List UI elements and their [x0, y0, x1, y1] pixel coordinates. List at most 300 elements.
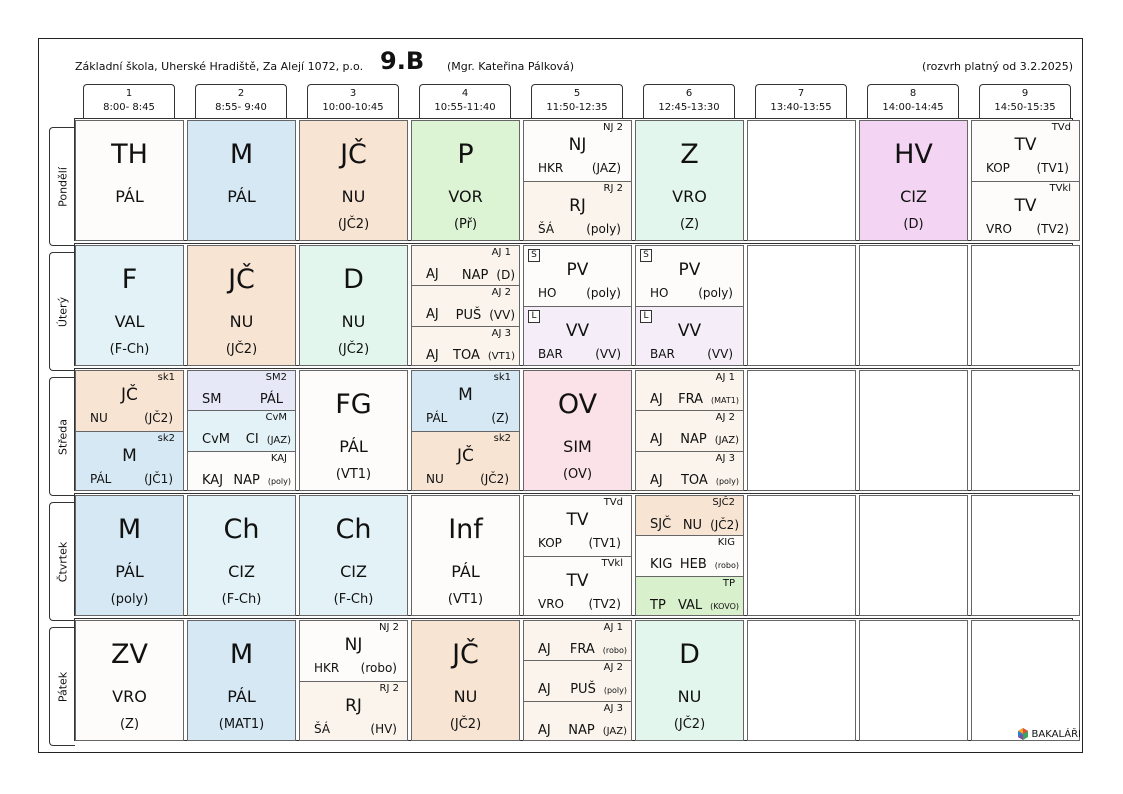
group-teacher: VRO: [538, 596, 564, 611]
group-line: [636, 598, 739, 615]
period-header: [867, 84, 959, 118]
lesson-cell[interactable]: [299, 370, 408, 491]
lesson-group[interactable]: [972, 182, 1079, 242]
lesson-group[interactable]: [636, 577, 743, 616]
day-label: [49, 377, 75, 496]
lesson-teacher: NU: [677, 687, 702, 706]
lesson-cell[interactable]: [187, 120, 296, 241]
lesson-group[interactable]: [300, 621, 407, 682]
lesson-group[interactable]: [524, 661, 631, 701]
group-teacher: HO: [538, 286, 557, 300]
lesson-cell[interactable]: [859, 120, 968, 241]
group-name: RJ 2: [603, 182, 623, 194]
empty-slot: [747, 620, 856, 741]
lesson-group[interactable]: [188, 452, 295, 491]
period-time: 13:40-13:55: [770, 102, 832, 113]
group-room: (VV): [595, 346, 621, 361]
group-room: (TV2): [588, 596, 621, 611]
group-subject: PV: [566, 260, 589, 280]
group-room: (JČ1): [144, 471, 173, 486]
period-header: [643, 84, 735, 118]
group-subject: NJ: [344, 635, 363, 655]
group-teacher: VRO: [986, 221, 1012, 236]
group-room: (JAZ): [266, 435, 291, 447]
lesson-group[interactable]: [524, 121, 631, 182]
group-teacher: NAP: [680, 432, 707, 448]
lesson-cell[interactable]: [411, 245, 520, 366]
empty-slot: [747, 245, 856, 366]
lesson-group[interactable]: [636, 452, 743, 491]
period-number: 3: [349, 88, 357, 99]
period-number: 5: [573, 88, 581, 99]
group-teacher: VAL: [677, 597, 703, 613]
lesson-cell[interactable]: [971, 120, 1080, 241]
group-line: [636, 432, 739, 449]
lesson-subject: HV: [894, 139, 933, 170]
group-line: [524, 642, 627, 659]
lesson-cell[interactable]: [523, 620, 632, 741]
lesson-group[interactable]: [524, 307, 631, 367]
lesson-cell[interactable]: [635, 370, 744, 491]
group-subject: AJ: [426, 307, 439, 323]
lesson-cell[interactable]: [411, 495, 520, 616]
logo-text: BAKALÁŘI: [1031, 729, 1081, 740]
day-name: Úterý: [56, 296, 69, 327]
lesson-subject: Ch: [223, 514, 260, 545]
group-teacher: HKR: [314, 661, 340, 675]
empty-slot: [859, 370, 968, 491]
group-tag: S: [528, 249, 540, 262]
lesson-group[interactable]: [524, 557, 631, 617]
lesson-group[interactable]: [636, 371, 743, 411]
lesson-room: (F-Ch): [221, 592, 262, 607]
group-teacher: HKR: [538, 161, 564, 175]
group-subject: M: [458, 385, 473, 405]
group-room: (poly): [715, 476, 739, 486]
group-subject: PV: [678, 260, 701, 280]
lesson-cell[interactable]: [299, 120, 408, 241]
lesson-subject: FG: [335, 389, 372, 420]
group-room: (VV): [707, 346, 733, 361]
group-subject: AJ: [538, 642, 551, 657]
period-number: 9: [1021, 88, 1029, 99]
period-time: 8:00- 8:45: [103, 102, 155, 113]
bakalari-logo: [1017, 728, 1081, 740]
lesson-teacher: VAL: [114, 312, 145, 331]
group-subject: SJČ: [650, 517, 672, 532]
group-teacher: NAP: [233, 472, 260, 488]
lesson-room: (F-Ch): [109, 342, 150, 357]
group-room: (robo): [714, 561, 739, 571]
lesson-subject: D: [679, 639, 700, 670]
group-subject: AJ: [426, 347, 439, 363]
group-room: (poly): [603, 686, 627, 696]
period-time: 10:00-10:45: [322, 102, 384, 113]
group-name: AJ 2: [715, 412, 735, 424]
lesson-cell[interactable]: [75, 620, 184, 741]
lesson-teacher: PÁL: [339, 437, 368, 456]
group-teacher: FRA: [569, 642, 595, 657]
group-room: (TV1): [1036, 161, 1069, 175]
group-subject: AJ: [426, 267, 439, 282]
lesson-teacher: NU: [453, 687, 478, 706]
group-teacher: KOP: [986, 161, 1010, 175]
empty-slot: [971, 245, 1080, 366]
lesson-cell[interactable]: [635, 245, 744, 366]
group-teacher: PÁL: [426, 411, 448, 425]
group-subject: AJ: [538, 722, 551, 738]
group-teacher: BAR: [650, 346, 675, 361]
lesson-cell[interactable]: [75, 120, 184, 241]
group-name: sk1: [157, 372, 175, 383]
lesson-subject: Z: [680, 139, 699, 170]
lesson-cell[interactable]: [299, 620, 408, 741]
lesson-room: (JČ2): [337, 342, 370, 357]
group-line: [524, 723, 627, 740]
lesson-room: (JČ2): [449, 717, 482, 732]
lesson-subject: OV: [557, 389, 598, 420]
lesson-group[interactable]: [76, 432, 183, 492]
day-label: [49, 502, 75, 621]
group-subject: AJ: [650, 472, 663, 488]
period-header: [307, 84, 399, 118]
lesson-subject: TH: [111, 139, 148, 170]
group-room: (poly): [698, 286, 733, 300]
group-tag: L: [528, 310, 540, 323]
period-number: 7: [797, 88, 805, 99]
day-name: Čtvrtek: [56, 541, 69, 582]
lesson-group[interactable]: [412, 327, 519, 366]
lesson-group[interactable]: [636, 411, 743, 451]
group-teacher: NU: [90, 411, 108, 425]
lesson-group[interactable]: [188, 411, 295, 451]
group-name: KIG: [717, 537, 735, 549]
group-name: CvM: [265, 412, 287, 424]
lesson-cell[interactable]: [75, 370, 184, 491]
lesson-group[interactable]: [412, 371, 519, 432]
lesson-subject: Inf: [448, 514, 483, 545]
empty-slot: [747, 495, 856, 616]
lesson-subject: M: [229, 139, 254, 170]
lesson-teacher: PÁL: [115, 187, 144, 206]
period-number: 6: [685, 88, 693, 99]
period-number: 8: [909, 88, 917, 99]
lesson-teacher: CIZ: [900, 187, 927, 206]
lesson-group[interactable]: [412, 246, 519, 286]
lesson-room: (VT1): [335, 467, 372, 482]
group-subject: M: [122, 445, 137, 466]
group-tag: L: [640, 310, 652, 323]
lesson-cell[interactable]: [299, 245, 408, 366]
period-header: [531, 84, 623, 118]
school-name: Základní škola, Uherské Hradiště, Za Alejí 1072, p.o.: [75, 60, 364, 73]
lesson-cell[interactable]: [635, 620, 744, 741]
period-header: [755, 84, 847, 118]
lesson-room: (VT1): [447, 592, 484, 607]
group-name: TVd: [603, 497, 623, 508]
lesson-teacher: NU: [341, 187, 366, 206]
valid-from: (rozvrh platný od 3.2.2025): [922, 60, 1073, 73]
lesson-teacher: VRO: [112, 687, 147, 706]
lesson-teacher: PÁL: [451, 562, 480, 581]
group-line: [636, 473, 739, 490]
lesson-group[interactable]: [636, 496, 743, 536]
lesson-subject: JČ: [452, 639, 479, 670]
group-teacher: ŠÁ: [538, 221, 555, 236]
lesson-subject: P: [457, 139, 474, 170]
lesson-room: (OV): [562, 467, 593, 482]
lesson-group[interactable]: [188, 371, 295, 411]
group-subject: AJ: [650, 392, 663, 407]
group-subject: JČ: [457, 445, 474, 466]
day-name: Středa: [56, 418, 69, 455]
lesson-cell[interactable]: [411, 620, 520, 741]
lesson-group[interactable]: [636, 307, 743, 367]
lesson-cell[interactable]: [299, 495, 408, 616]
bakalari-logo-icon: [1017, 728, 1029, 740]
lesson-room: (JČ2): [673, 717, 706, 732]
group-line: [636, 557, 739, 574]
group-subject: RJ: [569, 195, 586, 216]
group-name: AJ 3: [491, 327, 511, 339]
period-time: 14:50-15:35: [994, 102, 1056, 113]
lesson-cell[interactable]: [523, 245, 632, 366]
period-header: [195, 84, 287, 118]
group-subject: VV: [677, 320, 702, 341]
lesson-subject: M: [229, 639, 254, 670]
day-label: [49, 627, 75, 746]
lesson-cell[interactable]: [187, 245, 296, 366]
group-line: [636, 392, 739, 409]
lesson-cell[interactable]: [523, 120, 632, 241]
group-teacher: NU: [426, 471, 444, 486]
day-name: Pondělí: [56, 166, 69, 207]
lesson-cell[interactable]: [411, 370, 520, 491]
lesson-cell[interactable]: [187, 620, 296, 741]
group-name: AJ 3: [715, 452, 735, 464]
period-number: 4: [461, 88, 469, 99]
group-subject: TV: [1014, 135, 1037, 155]
lesson-cell[interactable]: [523, 495, 632, 616]
lesson-cell[interactable]: [635, 495, 744, 616]
group-room: (JČ2): [144, 411, 173, 425]
group-teacher: CI: [245, 432, 259, 448]
lesson-teacher: NU: [341, 312, 366, 331]
lesson-teacher: PÁL: [115, 562, 144, 581]
lesson-room: (Z): [119, 717, 140, 732]
group-name: RJ 2: [379, 682, 399, 694]
group-teacher: PÁL: [90, 471, 112, 486]
lesson-group[interactable]: [524, 246, 631, 307]
group-room: (VT1): [487, 350, 515, 362]
group-room: (JČ2): [710, 518, 739, 532]
group-subject: CvM: [202, 432, 230, 448]
group-room: (KOVO): [710, 601, 739, 611]
lesson-cell[interactable]: [187, 495, 296, 616]
empty-slot: [971, 495, 1080, 616]
group-teacher: NU: [682, 518, 703, 533]
group-subject: RJ: [345, 695, 362, 716]
group-name: sk2: [157, 432, 175, 444]
group-teacher: TOA: [453, 347, 480, 363]
group-name: sk1: [493, 372, 511, 383]
lesson-room: (JČ2): [225, 342, 258, 357]
group-teacher: TOA: [680, 472, 708, 488]
group-subject: TP: [650, 597, 666, 613]
lesson-group[interactable]: [636, 246, 743, 307]
group-tag: S: [640, 249, 652, 262]
lesson-teacher: SIM: [563, 437, 592, 456]
group-room: (robo): [602, 646, 627, 655]
group-room: (poly): [267, 476, 291, 486]
group-line: [412, 267, 515, 284]
group-subject: TV: [566, 510, 589, 530]
class-title: 9.B: [380, 47, 425, 75]
group-subject: NJ: [568, 135, 587, 155]
lesson-room: (MAT1): [218, 717, 265, 732]
group-name: AJ 1: [715, 372, 735, 383]
group-name: NJ 2: [603, 122, 623, 133]
lesson-room: (Př): [453, 217, 478, 232]
group-name: AJ 1: [491, 247, 511, 258]
group-name: AJ 2: [603, 662, 623, 674]
day-label: [49, 252, 75, 371]
lesson-cell[interactable]: [187, 370, 296, 491]
group-teacher: PUŠ: [570, 682, 596, 698]
lesson-group[interactable]: [524, 702, 631, 741]
lesson-teacher: VOR: [448, 187, 483, 206]
lesson-group[interactable]: [524, 621, 631, 661]
group-room: (JAZ): [714, 435, 739, 447]
period-header: [419, 84, 511, 118]
day-label: [49, 127, 75, 246]
lesson-group[interactable]: [636, 536, 743, 576]
group-teacher: KOP: [538, 536, 562, 550]
period-time: 12:45-13:30: [658, 102, 720, 113]
group-line: [188, 432, 291, 449]
lesson-subject: F: [121, 264, 138, 295]
group-subject: SM: [202, 392, 222, 407]
group-room: (HV): [370, 721, 397, 736]
group-subject: TV: [566, 570, 589, 591]
group-room: (TV2): [1036, 221, 1069, 236]
group-line: [188, 473, 291, 490]
group-subject: KIG: [650, 557, 673, 573]
group-teacher: BAR: [538, 346, 563, 361]
group-name: SJČ2: [712, 497, 735, 508]
lesson-room: (Z): [679, 217, 700, 232]
group-room: (robo): [360, 661, 397, 675]
lesson-room: (JČ2): [337, 217, 370, 232]
lesson-group[interactable]: [412, 286, 519, 326]
group-name: TVkl: [601, 557, 623, 569]
lesson-teacher: CIZ: [340, 562, 367, 581]
lesson-subject: JČ: [340, 139, 367, 170]
lesson-cell[interactable]: [635, 120, 744, 241]
group-name: AJ 1: [603, 622, 623, 633]
group-room: (JAZ): [591, 161, 621, 175]
class-teacher: (Mgr. Kateřina Pálková): [447, 60, 575, 73]
group-subject: TV: [1014, 195, 1037, 216]
lesson-teacher: PÁL: [227, 687, 256, 706]
lesson-teacher: CIZ: [228, 562, 255, 581]
empty-slot: [747, 120, 856, 241]
lesson-group[interactable]: [300, 682, 407, 742]
lesson-cell[interactable]: [75, 495, 184, 616]
lesson-cell[interactable]: [411, 120, 520, 241]
empty-slot: [859, 245, 968, 366]
group-subject: AJ: [650, 432, 663, 448]
lesson-group[interactable]: [76, 371, 183, 432]
lesson-subject: ZV: [111, 639, 148, 670]
group-name: AJ 3: [603, 702, 623, 714]
group-line: [412, 307, 515, 324]
period-time: 8:55- 9:40: [215, 102, 267, 113]
empty-slot: [971, 370, 1080, 491]
lesson-group[interactable]: [524, 182, 631, 242]
group-room: (TV1): [588, 536, 621, 550]
group-subject: KAJ: [202, 472, 224, 488]
group-line: [412, 348, 515, 365]
group-teacher: NAP: [461, 268, 489, 283]
group-room: (MAT1): [711, 396, 739, 405]
group-name: AJ 2: [491, 287, 511, 299]
lesson-subject: M: [117, 514, 142, 545]
lesson-subject: JČ: [228, 264, 255, 295]
group-teacher: HEB: [679, 557, 707, 573]
lesson-teacher: PÁL: [227, 187, 256, 206]
day-name: Pátek: [56, 671, 69, 702]
lesson-room: (D): [903, 217, 924, 232]
lesson-subject: D: [343, 264, 364, 295]
group-room: (D): [496, 268, 515, 282]
lesson-group[interactable]: [972, 121, 1079, 182]
group-subject: JČ: [121, 385, 138, 405]
lesson-subject: Ch: [335, 514, 372, 545]
group-name: sk2: [493, 432, 511, 444]
group-teacher: PUŠ: [455, 308, 482, 324]
group-teacher: FRA: [678, 392, 704, 407]
empty-slot: [859, 620, 968, 741]
group-room: (JAZ): [602, 725, 627, 737]
lesson-cell[interactable]: [523, 370, 632, 491]
lesson-group[interactable]: [524, 496, 631, 557]
lesson-cell[interactable]: [75, 245, 184, 366]
empty-slot: [859, 495, 968, 616]
period-number: 1: [125, 88, 133, 99]
group-room: (poly): [586, 286, 621, 300]
period-time: 10:55-11:40: [434, 102, 496, 113]
lesson-teacher: NU: [229, 312, 254, 331]
period-number: 2: [237, 88, 245, 99]
group-teacher: ŠÁ: [314, 721, 331, 736]
period-time: 14:00-14:45: [882, 102, 944, 113]
group-room: (JČ2): [480, 471, 509, 486]
lesson-room: (poly): [110, 592, 149, 607]
group-name: TVd: [1051, 122, 1071, 133]
group-teacher: NAP: [568, 722, 595, 738]
group-room: (poly): [586, 221, 621, 236]
group-subject: AJ: [538, 682, 551, 698]
empty-slot: [747, 370, 856, 491]
lesson-teacher: VRO: [672, 187, 707, 206]
lesson-group[interactable]: [412, 432, 519, 492]
group-subject: VV: [565, 320, 590, 341]
group-teacher: HO: [650, 286, 669, 300]
group-name: TVkl: [1049, 182, 1071, 194]
group-teacher: PÁL: [259, 392, 283, 407]
group-room: (VV): [489, 308, 515, 323]
